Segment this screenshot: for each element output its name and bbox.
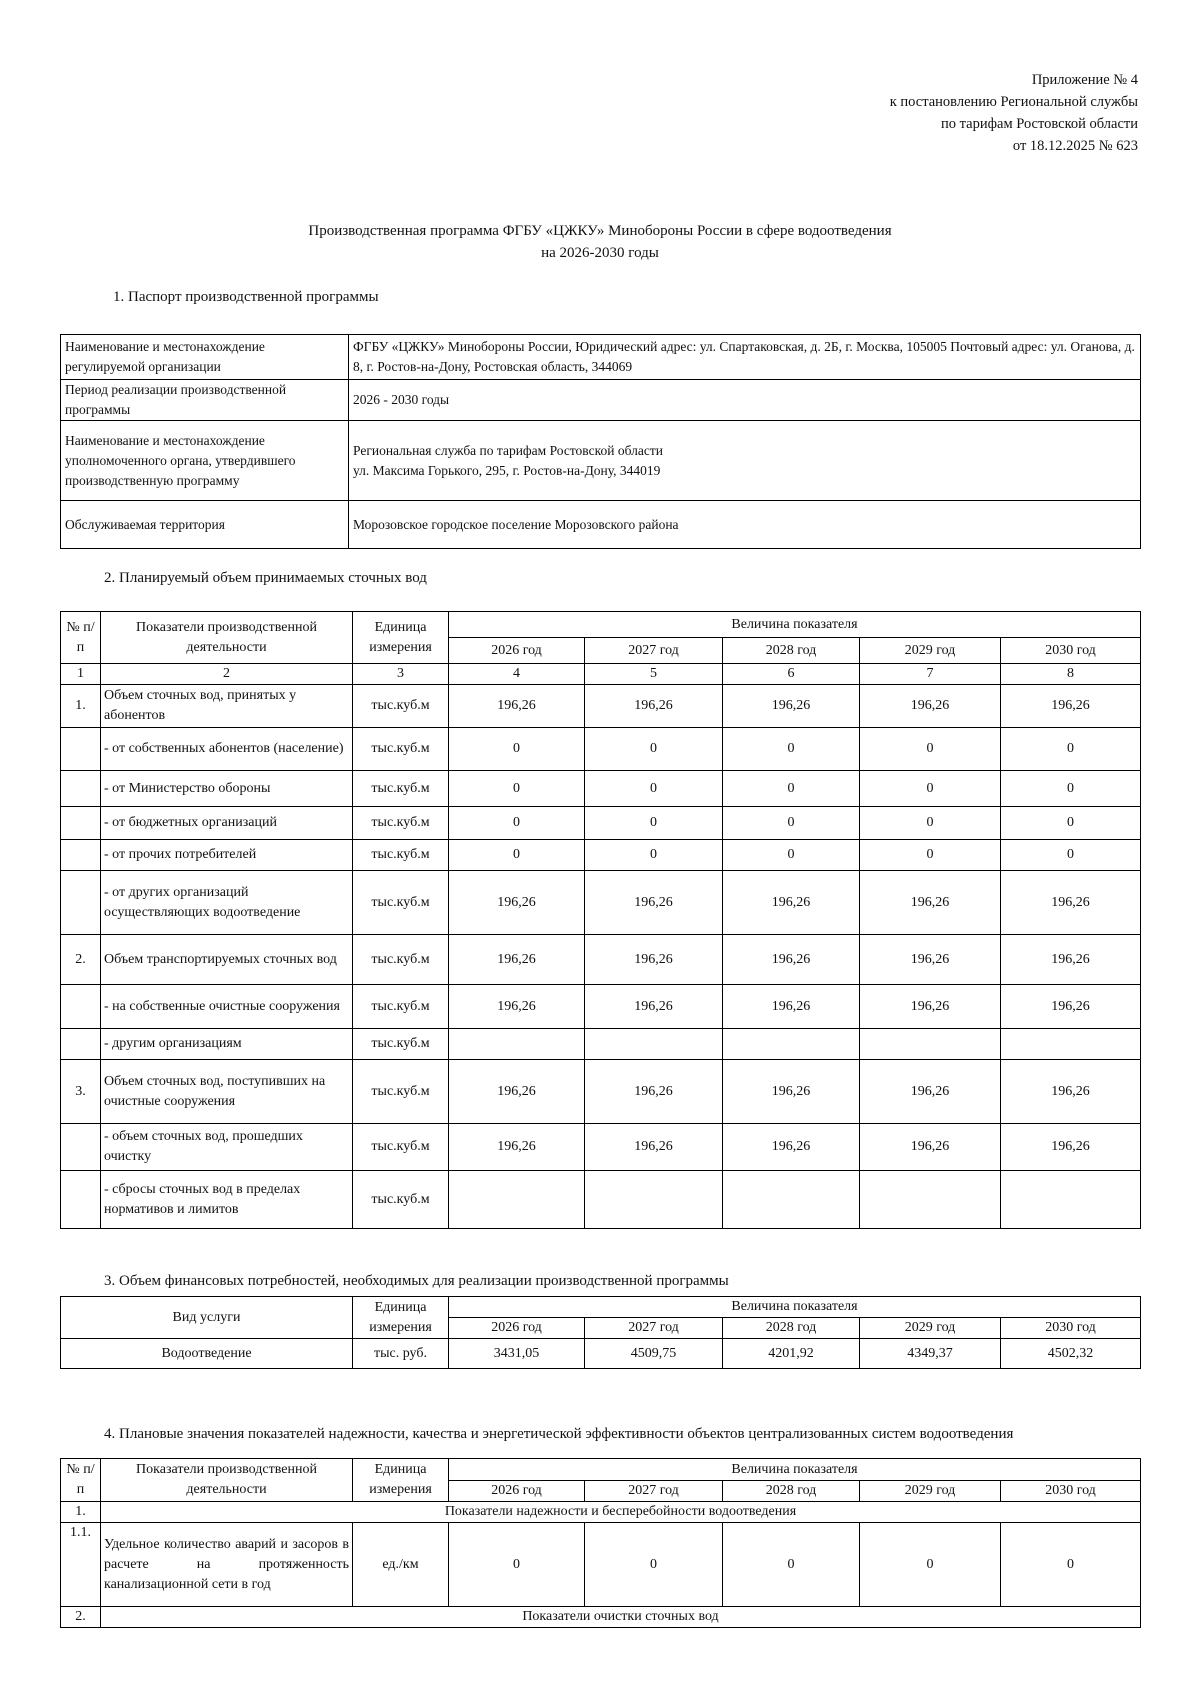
reliability-table [60,1458,1141,1628]
colnum: 6 [723,664,860,685]
passport-row [61,421,1141,501]
passport-label: Обслуживаемая территория [61,501,349,549]
year-header: 2030 год [1001,638,1141,664]
col-value-header: Величина показателя [449,1297,1141,1318]
row-value: 196,26 [449,1124,585,1171]
group-row [61,1607,1141,1628]
row-value: 0 [449,840,585,871]
group-title: Показатели надежности и бесперебойности водоотведения [101,1502,1141,1523]
title-line: Производственная программа ФГБУ «ЦЖКУ» Минобороны России в сфере водоотведения [308,223,892,239]
row-value: 196,26 [585,935,723,985]
passport-value: Морозовское городское поселение Морозовского района [349,501,1141,549]
row-value: 4509,75 [585,1339,723,1369]
row-name: - от прочих потребителей [101,840,353,871]
appendix-line: к постановлению Региональной службы [889,94,1138,110]
passport-value: ФГБУ «ЦЖКУ» Минобороны России, Юридический адрес: ул. Спартаковская, д. 2Б, г. Москва, 105005 Почтовый адрес: ул. Оганова, д. 8, г. Ростов-на-Дону, Ростовская область, 344069 [349,335,1141,380]
row-value: 0 [1001,840,1141,871]
row-unit: тыс.куб.м [353,1171,449,1229]
row-value [1001,1029,1141,1060]
row-value: 196,26 [723,685,860,728]
year-header: 2027 год [585,638,723,664]
year-header: 2030 год [1001,1481,1141,1502]
row-value: 196,26 [860,985,1001,1029]
row-value [1001,1171,1141,1229]
finance-table [60,1296,1141,1369]
row-value: 3431,05 [449,1339,585,1369]
colnum: 8 [1001,664,1141,685]
passport-value-line: Региональная служба по тарифам Ростовской области [353,442,663,458]
colnum: 1 [61,664,101,685]
row-value: 196,26 [860,685,1001,728]
table-row [61,807,1141,840]
passport-label: Наименование и местонахождение регулируемой организации [61,335,349,380]
row-value [723,1171,860,1229]
col-no-header: № п/п [61,1459,101,1502]
row-service: Водоотведение [61,1339,353,1369]
row-no: 1.1. [61,1523,101,1607]
passport-row [61,335,1141,380]
row-value: 196,26 [860,871,1001,935]
appendix-block [890,69,1138,157]
row-no [61,728,101,771]
row-value [860,1029,1001,1060]
row-name: Объем сточных вод, принятых у абонентов [101,685,353,728]
row-value: 0 [1001,728,1141,771]
row-value [860,1171,1001,1229]
row-value: 196,26 [585,1124,723,1171]
year-header: 2028 год [723,638,860,664]
row-value: 0 [449,1523,585,1607]
row-unit: тыс.куб.м [353,1124,449,1171]
col-unit-header: Единица измерения [353,1297,449,1339]
row-value: 0 [585,807,723,840]
col-service-header: Вид услуги [61,1297,353,1339]
year-header: 2027 год [585,1481,723,1502]
group-title: Показатели очистки сточных вод [101,1607,1141,1628]
row-unit: тыс.куб.м [353,1060,449,1124]
year-header: 2026 год [449,638,585,664]
row-value: 196,26 [723,935,860,985]
row-value: 196,26 [585,871,723,935]
colnum: 3 [353,664,449,685]
row-value: 196,26 [860,1060,1001,1124]
row-value: 196,26 [585,985,723,1029]
group-no: 2. [61,1607,101,1628]
table-row [61,1339,1141,1369]
row-name: Объем транспортируемых сточных вод [101,935,353,985]
row-value: 0 [723,840,860,871]
table-row [61,985,1141,1029]
row-no [61,1171,101,1229]
row-value: 196,26 [723,871,860,935]
row-value: 196,26 [860,1124,1001,1171]
section3-heading: 3. Объем финансовых потребностей, необходимых для реализации производственной программы [104,1273,729,1289]
row-no [61,985,101,1029]
row-value: 196,26 [449,685,585,728]
row-value: 0 [723,1523,860,1607]
row-no [61,1029,101,1060]
row-unit: тыс.куб.м [353,985,449,1029]
table-row [61,1124,1141,1171]
table-row [61,771,1141,807]
row-value: 4201,92 [723,1339,860,1369]
row-name: - сбросы сточных вод в пределах нормативов и лимитов [101,1171,353,1229]
row-value: 196,26 [1001,1124,1141,1171]
row-value: 0 [860,840,1001,871]
row-value: 0 [585,1523,723,1607]
row-value [449,1171,585,1229]
row-value: 196,26 [723,1124,860,1171]
passport-value [349,421,1141,501]
table-row [61,935,1141,985]
table-row [61,1523,1141,1607]
row-no [61,771,101,807]
section4-heading: 4. Плановые значения показателей надежности, качества и энергетической эффективности объектов централизованных систем водоотведения [104,1426,1014,1442]
row-name: - на собственные очистные сооружения [101,985,353,1029]
row-value: 196,26 [1001,1060,1141,1124]
row-value: 196,26 [449,871,585,935]
row-unit: тыс. руб. [353,1339,449,1369]
row-name: Объем сточных вод, поступивших на очистные сооружения [101,1060,353,1124]
colnum: 7 [860,664,1001,685]
row-value: 196,26 [585,685,723,728]
year-header: 2029 год [860,1318,1001,1339]
row-value: 0 [1001,1523,1141,1607]
row-value: 196,26 [1001,985,1141,1029]
row-unit: тыс.куб.м [353,771,449,807]
row-value: 0 [860,1523,1001,1607]
row-value: 196,26 [449,1060,585,1124]
year-header: 2026 год [449,1481,585,1502]
table-row [61,1171,1141,1229]
row-name: - от бюджетных организаций [101,807,353,840]
year-header: 2026 год [449,1318,585,1339]
colnum-row [61,664,1141,685]
col-name-header: Показатели производственной деятельности [101,612,353,664]
year-header: 2029 год [860,1481,1001,1502]
row-value: 196,26 [723,1060,860,1124]
passport-value-line: ул. Максима Горького, 295, г. Ростов-на-Дону, 344019 [353,462,661,478]
table-row [61,728,1141,771]
row-unit: тыс.куб.м [353,807,449,840]
row-unit: тыс.куб.м [353,1029,449,1060]
row-name: - от других организаций осуществляющих водоотведение [101,871,353,935]
row-value: 196,26 [1001,935,1141,985]
year-header: 2027 год [585,1318,723,1339]
section1-heading: 1. Паспорт производственной программы [113,289,379,305]
header-row [61,1297,1141,1318]
colnum: 4 [449,664,585,685]
row-name: - от Министерство обороны [101,771,353,807]
row-no: 3. [61,1060,101,1124]
col-no-header: № п/п [61,612,101,664]
appendix-line: по тарифам Ростовской области [941,116,1138,132]
row-unit: ед./км [353,1523,449,1607]
row-value: 196,26 [449,985,585,1029]
row-value: 0 [449,807,585,840]
row-value: 4349,37 [860,1339,1001,1369]
row-value: 0 [860,771,1001,807]
col-unit-header: Единица измерения [353,612,449,664]
row-value: 0 [723,728,860,771]
row-value [723,1029,860,1060]
row-no: 2. [61,935,101,985]
row-value: 0 [585,840,723,871]
row-no: 1. [61,685,101,728]
row-value: 0 [449,771,585,807]
row-value: 196,26 [860,935,1001,985]
row-no [61,807,101,840]
year-header: 2028 год [723,1318,860,1339]
row-name: - от собственных абонентов (население) [101,728,353,771]
row-value: 0 [723,807,860,840]
passport-label: Период реализации производственной программы [61,380,349,421]
row-value: 4502,32 [1001,1339,1141,1369]
year-header: 2029 год [860,638,1001,664]
passport-table [60,334,1141,549]
row-value: 196,26 [723,985,860,1029]
appendix-line: от 18.12.2025 № 623 [1012,138,1138,154]
col-unit-header: Единица измерения [353,1459,449,1502]
row-unit: тыс.куб.м [353,871,449,935]
row-value [585,1171,723,1229]
passport-value: 2026 - 2030 годы [349,380,1141,421]
year-header: 2028 год [723,1481,860,1502]
row-value: 0 [723,771,860,807]
row-unit: тыс.куб.м [353,840,449,871]
row-value: 196,26 [1001,871,1141,935]
table-row [61,1029,1141,1060]
row-no [61,840,101,871]
row-value: 0 [860,728,1001,771]
row-value [585,1029,723,1060]
header-row [61,612,1141,638]
document-title [0,220,1200,264]
col-value-header: Величина показателя [449,612,1141,638]
row-value: 196,26 [1001,685,1141,728]
row-no [61,1124,101,1171]
header-row [61,1459,1141,1481]
row-value: 0 [1001,771,1141,807]
group-no: 1. [61,1502,101,1523]
passport-row [61,380,1141,421]
row-value: 0 [449,728,585,771]
wastewater-volume-table [60,611,1141,1229]
row-value: 196,26 [449,935,585,985]
colnum: 2 [101,664,353,685]
row-value: 0 [585,728,723,771]
row-value: 0 [585,771,723,807]
row-unit: тыс.куб.м [353,685,449,728]
table-row [61,1060,1141,1124]
row-unit: тыс.куб.м [353,728,449,771]
col-name-header: Показатели производственной деятельности [101,1459,353,1502]
row-value [449,1029,585,1060]
row-no [61,871,101,935]
appendix-line: Приложение № 4 [1031,72,1138,88]
row-name: Удельное количество аварий и засоров в расчете на протяженность канализационной сети в год [101,1523,353,1607]
section2-heading: 2. Планируемый объем принимаемых сточных вод [104,570,427,586]
table-row [61,871,1141,935]
col-value-header: Величина показателя [449,1459,1141,1481]
row-name: - объем сточных вод, прошедших очистку [101,1124,353,1171]
passport-row [61,501,1141,549]
row-value: 0 [860,807,1001,840]
colnum: 5 [585,664,723,685]
passport-label: Наименование и местонахождение уполномоченного органа, утвердившего производственную программу [61,421,349,501]
table-row [61,840,1141,871]
year-header: 2030 год [1001,1318,1141,1339]
table-row [61,685,1141,728]
row-value: 0 [1001,807,1141,840]
row-unit: тыс.куб.м [353,935,449,985]
title-line: на 2026-2030 годы [541,245,659,261]
row-value: 196,26 [585,1060,723,1124]
group-row [61,1502,1141,1523]
row-name: - другим организациям [101,1029,353,1060]
